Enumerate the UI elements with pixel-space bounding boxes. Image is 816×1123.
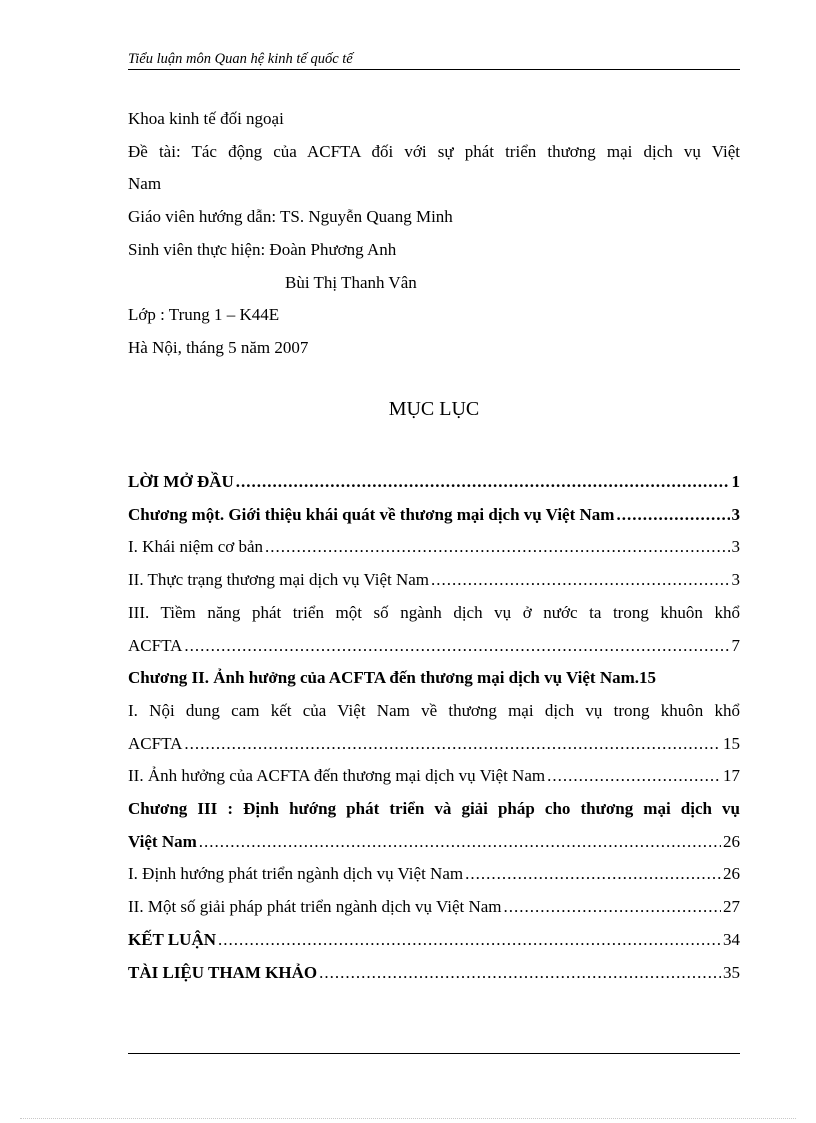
toc-leader-dots [431,564,729,597]
toc-title: MỤC LỤC [388,398,480,420]
running-header: Tiểu luận môn Quan hệ kinh tế quốc tế [128,50,740,70]
toc-entry-text: I. Khái niệm cơ bản [128,537,264,557]
place-date: Hà Nội, tháng 5 năm 2007 [128,337,309,357]
page-edge-divider [20,1118,796,1119]
toc-entry-1-2[interactable] [128,564,740,597]
toc-entry-text: II. Thực trạng thương mại dịch vụ Việt Nam [128,570,430,590]
toc-entry-text: LỜI MỞ ĐẦU [128,472,234,491]
toc-entry-page: 26 [723,831,740,851]
toc-entry-text: TÀI LIỆU THAM KHẢO [128,962,318,982]
toc-entry-chapter-2[interactable] [128,662,740,695]
toc-leader-dots [465,858,721,891]
toc-leader-dots [504,891,721,924]
toc-entry-page: 35 [723,962,740,982]
toc-leader-dots [547,760,721,793]
toc-entry-text: KẾT LUẬN [128,929,217,949]
toc-entry-2-1[interactable] [128,728,740,761]
toc-entry-text: I. Định hướng phát triển ngành dịch vụ Việt Nam [128,864,464,884]
toc-entry-page: 7 [731,635,740,655]
toc-entry-1-1[interactable] [128,531,740,564]
toc-entry-page: 15 [723,733,740,753]
toc-entry-page: .15 [634,668,657,688]
toc-entry-chapter-3[interactable] [128,826,740,859]
toc-entry-text: Chương một. Giới thiệu khái quát về thương mại dịch vụ Việt Nam [128,504,615,524]
toc-entry-page: 27 [723,897,740,917]
toc-leader-dots [319,957,721,990]
toc-leader-dots [218,924,721,957]
toc-leader-dots [184,630,729,663]
toc-entry-references[interactable] [128,957,740,990]
table-of-contents [128,466,740,989]
toc-entry-3-2[interactable] [128,891,740,924]
toc-entry-text: Việt Nam [128,831,197,851]
toc-entry-page: 3 [731,504,740,524]
toc-leader-dots [199,826,721,859]
toc-entry-text: ACFTA [128,635,183,655]
toc-entry-page: 17 [723,766,740,786]
topic-line-2: Nam [128,174,162,194]
toc-entry-1-3[interactable] [128,630,740,663]
toc-leader-dots [616,499,729,532]
toc-entry-1-3-line-1[interactable]: III. Tiềm năng phát triển một số ngành dịch vụ ở nước ta trong khuôn khổ [128,602,740,622]
toc-entry-text: II. Một số giải pháp phát triển ngành dịch vụ Việt Nam [128,897,502,917]
toc-entry-intro[interactable] [128,466,740,499]
toc-entry-chapter-3-line-1[interactable]: Chương III : Định hướng phát triển và giải pháp cho thương mại dịch vụ [128,799,740,819]
toc-entry-page: 3 [731,537,740,557]
toc-entry-2-1-line-1[interactable]: I. Nội dung cam kết của Việt Nam về thương mại dịch vụ trong khuôn khổ [128,700,740,720]
toc-entry-conclusion[interactable] [128,924,740,957]
topic-line-1: Đề tài: Tác động của ACFTA đối với sự phát triển thương mại dịch vụ Việt [128,141,740,161]
toc-entry-3-1[interactable] [128,858,740,891]
toc-leader-dots [236,466,730,499]
toc-entry-2-2[interactable] [128,760,740,793]
toc-entry-text: Chương II. Ảnh hưởng của ACFTA đến thương mại dịch vụ Việt Nam [128,668,635,688]
toc-leader-dots [184,728,721,761]
supervisor: Giáo viên hướng dẫn: TS. Nguyễn Quang Minh [128,207,453,227]
toc-entry-page: 1 [731,472,740,491]
toc-entry-page: 34 [723,929,740,949]
student-2: Bùi Thị Thanh Vân [285,272,417,292]
cover-info [128,103,740,365]
toc-entry-chapter-1[interactable] [128,499,740,532]
toc-entry-text: II. Ảnh hưởng của ACFTA đến thương mại dịch vụ Việt Nam [128,766,546,786]
toc-entry-page: 26 [723,864,740,884]
footer-rule [128,1053,740,1054]
toc-entry-page: 3 [731,570,740,590]
toc-leader-dots [265,531,729,564]
toc-entry-text: ACFTA [128,733,183,753]
students-label: Sinh viên thực hiện: Đoàn Phương Anh [128,239,397,259]
class-info: Lớp : Trung 1 – K44E [128,305,280,325]
faculty: Khoa kinh tế đối ngoại [128,109,284,128]
